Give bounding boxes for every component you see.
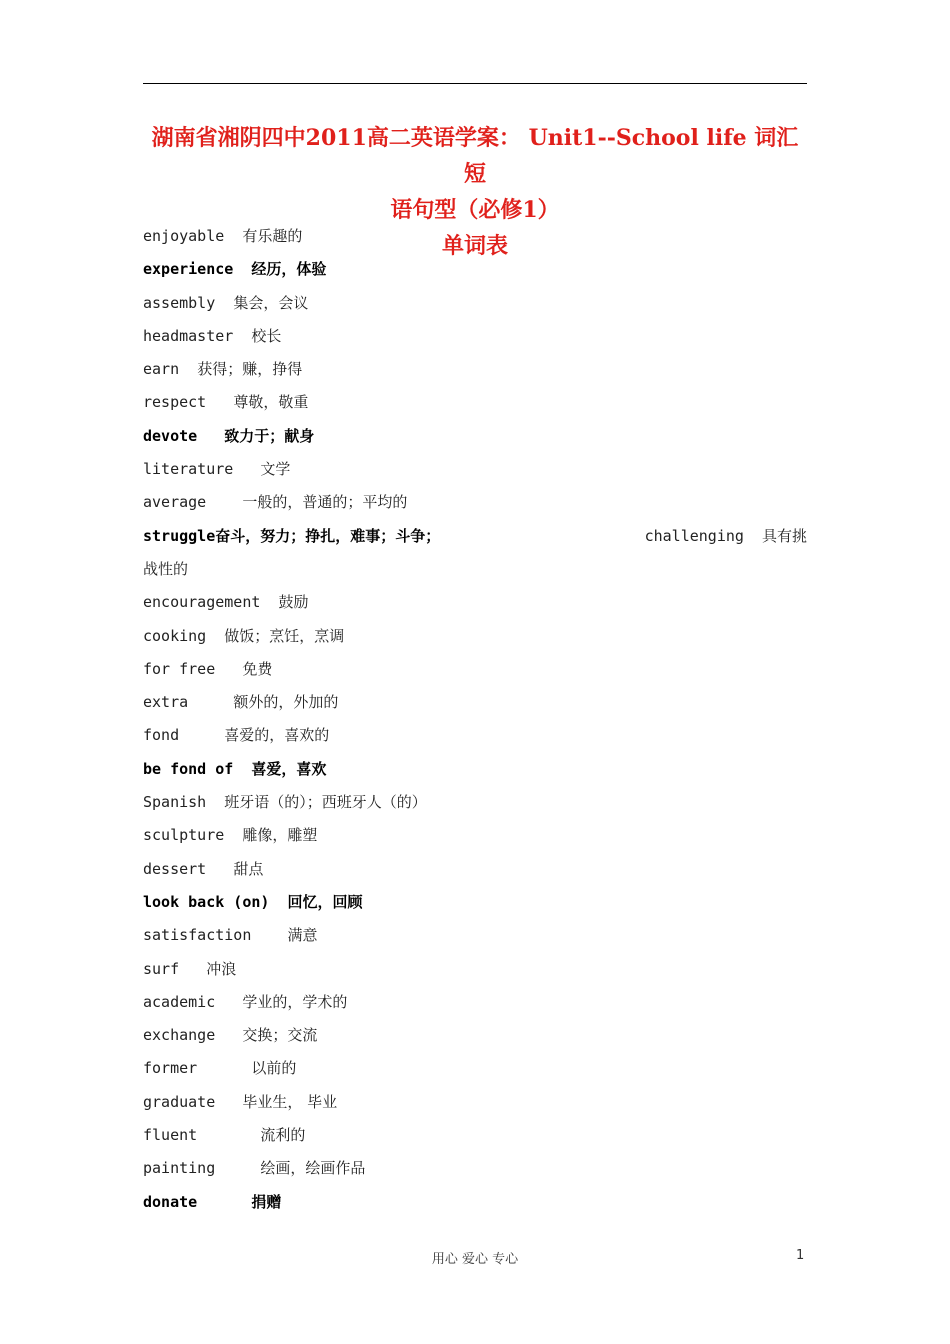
vocab-row (143, 653, 807, 686)
vocab-gap (233, 327, 251, 345)
vocab-gap (215, 1026, 242, 1044)
vocab-gap (233, 760, 251, 778)
vocab-meaning: 战性的 (143, 559, 189, 578)
vocab-word: devote (143, 426, 198, 445)
vocab-gap (197, 427, 224, 445)
vocab-row (143, 1152, 807, 1185)
vocab-gap (197, 1059, 251, 1077)
vocab-word: literature (143, 460, 234, 479)
vocab-word: for free (143, 659, 216, 678)
vocab-row-struggle (143, 520, 807, 553)
vocab-gap (206, 627, 224, 645)
vocab-meaning: 鼓励 (278, 593, 309, 612)
vocab-gap (206, 860, 233, 878)
vocab-meaning: 尊敬，敬重 (233, 393, 309, 412)
vocab-row (143, 1052, 807, 1085)
title-line-1: 湖南省湘阴四中2011高二英语学案： Unit1--School life 词汇短 (151, 125, 799, 187)
vocab-word: extra (143, 693, 189, 712)
vocab-word: surf (143, 959, 180, 978)
vocab-row (143, 1086, 807, 1119)
vocab-gap (188, 693, 233, 711)
vocab-word: enjoyable (143, 227, 225, 245)
vocab-word: look back (on) (143, 892, 270, 911)
vocab-row (143, 386, 807, 419)
footer-text: 用心 爱心 专心 (431, 1252, 519, 1267)
vocab-gap (233, 260, 251, 278)
vocab-word: academic (143, 992, 216, 1011)
vocab-row (143, 287, 807, 320)
vocab-word: satisfaction (143, 926, 252, 945)
vocab-row (143, 786, 807, 819)
vocab-word: encouragement (143, 593, 261, 612)
vocab-gap (215, 1093, 242, 1111)
vocab-meaning: 经历，体验 (251, 260, 327, 279)
vocab-row (143, 220, 807, 253)
vocab-row (143, 420, 807, 453)
vocab-meaning: 交换；交流 (242, 1026, 318, 1045)
vocab-meaning: 绘画，绘画作品 (260, 1159, 366, 1178)
vocab-meaning: 免费 (242, 659, 273, 678)
vocab-word: challenging (644, 526, 744, 545)
vocab-meaning: 以前的 (251, 1059, 297, 1078)
vocab-row (143, 1019, 807, 1052)
vocab-meaning: 流利的 (260, 1126, 306, 1145)
vocab-gap (179, 726, 224, 744)
vocab-row (143, 353, 807, 386)
vocab-row (143, 253, 807, 286)
vocab-meaning: 甜点 (233, 859, 264, 878)
vocab-meaning: 具有挑 (761, 526, 807, 545)
vocab-word: respect (143, 393, 207, 412)
vocab-meaning: 喜爱的，喜欢的 (224, 726, 330, 745)
page-number: 1 (796, 1248, 805, 1263)
vocab-meaning: 雕像，雕塑 (242, 826, 318, 845)
vocab-meaning: 奋斗，努力；挣扎，难事；斗争； (215, 526, 441, 545)
vocab-word: cooking (143, 626, 207, 645)
vocab-meaning: 捐赠 (251, 1192, 282, 1211)
vocab-row (143, 719, 807, 752)
vocab-row (143, 819, 807, 852)
vocab-gap (206, 493, 242, 511)
vocab-meaning: 额外的，外加的 (233, 693, 339, 712)
vocab-gap (179, 360, 197, 378)
vocab-meaning: 一般的，普通的；平均的 (242, 493, 408, 512)
vocab-gap (224, 826, 242, 844)
vocab-gap (215, 294, 233, 312)
vocab-word: earn (143, 360, 180, 379)
vocab-row (143, 320, 807, 353)
vocab-gap (206, 393, 233, 411)
vocab-gap (197, 1193, 251, 1211)
vocab-row (143, 853, 807, 886)
vocab-meaning: 致力于；献身 (224, 426, 315, 445)
vocab-word: sculpture (143, 826, 225, 845)
vocab-gap (179, 960, 206, 978)
vocabulary-list (143, 220, 807, 1219)
vocab-gap (744, 527, 762, 545)
vocab-meaning: 文学 (260, 460, 291, 479)
vocab-row-continuation (143, 553, 807, 586)
vocab-meaning: 校长 (251, 326, 282, 345)
vocab-word: assembly (143, 293, 216, 312)
vocab-meaning: 集会，会议 (233, 293, 309, 312)
vocab-gap (206, 793, 224, 811)
vocab-row (143, 1119, 807, 1152)
vocab-gap (269, 893, 287, 911)
vocab-row (143, 986, 807, 1019)
vocab-word: headmaster (143, 326, 234, 345)
title-line-2: 语句型（必修1） (390, 197, 560, 223)
vocab-gap (197, 1126, 260, 1144)
vocab-gap (215, 993, 242, 1011)
vocab-word: fluent (143, 1126, 198, 1145)
vocab-gap (233, 460, 260, 478)
vocab-word: painting (143, 1159, 216, 1178)
vocab-row (143, 486, 807, 519)
vocab-row (143, 686, 807, 719)
vocab-row (143, 620, 807, 653)
vocab-word: dessert (143, 859, 207, 878)
section-title: 单词表 (441, 233, 508, 259)
vocab-meaning: 获得；赚，挣得 (197, 360, 303, 379)
vocab-row (143, 886, 807, 919)
vocab-gap (224, 227, 242, 245)
vocab-meaning: 回忆，回顾 (287, 892, 363, 911)
vocab-word: former (143, 1059, 198, 1078)
vocab-gap (215, 1159, 260, 1177)
header-rule (143, 83, 807, 84)
vocab-row (143, 586, 807, 619)
vocab-row (143, 753, 807, 786)
vocab-meaning: 学业的，学术的 (242, 992, 348, 1011)
vocab-gap (215, 660, 242, 678)
vocab-meaning: 有乐趣的 (242, 227, 303, 245)
vocab-gap (251, 926, 287, 944)
vocab-word: average (143, 493, 207, 512)
vocab-word: be fond of (143, 759, 234, 778)
vocab-meaning: 班牙语（的）；西班牙人（的） (224, 793, 427, 812)
vocab-word: fond (143, 726, 180, 745)
vocab-word: struggle (143, 526, 216, 545)
vocab-meaning: 做饭；烹饪，烹调 (224, 626, 345, 645)
vocab-meaning: 冲浪 (206, 959, 237, 978)
vocab-row (143, 953, 807, 986)
vocab-word: exchange (143, 1026, 216, 1045)
vocab-gap (260, 593, 278, 611)
vocab-meaning: 毕业生， 毕业 (242, 1092, 338, 1111)
vocab-row (143, 1186, 807, 1219)
vocab-row (143, 919, 807, 952)
vocab-word: donate (143, 1192, 198, 1211)
vocab-row (143, 453, 807, 486)
vocab-meaning: 喜爱，喜欢 (251, 759, 327, 778)
vocab-word: graduate (143, 1092, 216, 1111)
vocab-meaning: 满意 (287, 926, 318, 945)
vocab-word: Spanish (143, 793, 207, 812)
vocab-word: experience (143, 260, 234, 279)
